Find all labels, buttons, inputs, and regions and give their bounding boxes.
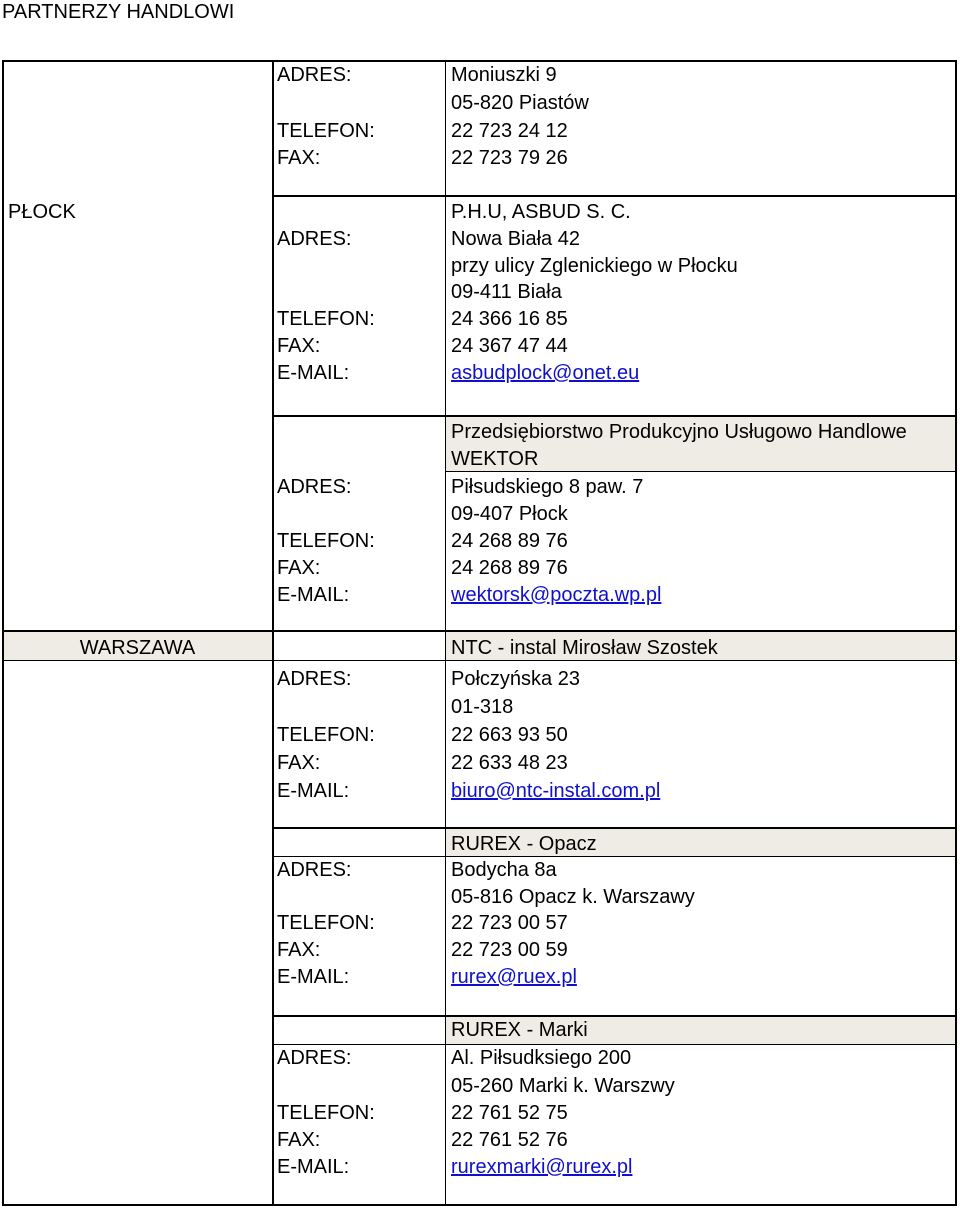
address-line: Piłsudskiego 8 paw. 7 bbox=[451, 476, 644, 498]
email-label: E-MAIL: bbox=[277, 1156, 350, 1178]
address-line: 05-816 Opacz k. Warszawy bbox=[451, 886, 695, 908]
fax-label: FAX: bbox=[277, 147, 321, 169]
address-line: 09-411 Biała bbox=[451, 281, 562, 303]
partner-name: WEKTOR bbox=[451, 448, 539, 470]
phone-label: TELEFON: bbox=[277, 530, 375, 552]
table-border-bottom bbox=[2, 1204, 957, 1206]
partner-name: RUREX - Opacz bbox=[451, 833, 597, 855]
email-label: E-MAIL: bbox=[277, 780, 350, 802]
name-band-line bbox=[272, 856, 957, 857]
row-divider bbox=[2, 630, 957, 632]
fax-label: FAX: bbox=[277, 557, 321, 579]
address-line: Al. Piłsudksiego 200 bbox=[451, 1047, 632, 1069]
address-line: przy ulicy Zglenickiego w Płocku bbox=[451, 255, 738, 277]
address-line: 05-820 Piastów bbox=[451, 92, 589, 114]
address-line: Połczyńska 23 bbox=[451, 668, 580, 690]
email-link[interactable]: asbudplock@onet.eu bbox=[451, 362, 640, 384]
address-label: ADRES: bbox=[277, 859, 352, 881]
phone-label: TELEFON: bbox=[277, 120, 375, 142]
address-line: Bodycha 8a bbox=[451, 859, 557, 881]
fax-label: FAX: bbox=[277, 752, 321, 774]
fax-label: FAX: bbox=[277, 939, 321, 961]
address-label: ADRES: bbox=[277, 1047, 352, 1069]
phone-label: TELEFON: bbox=[277, 308, 375, 330]
phone-label: TELEFON: bbox=[277, 1102, 375, 1124]
partner-name: P.H.U, ASBUD S. C. bbox=[451, 201, 631, 223]
phone-value: 24 366 16 85 bbox=[451, 308, 568, 330]
phone-value: 22 723 24 12 bbox=[451, 120, 568, 142]
fax-label: FAX: bbox=[277, 1129, 321, 1151]
address-line: Nowa Biała 42 bbox=[451, 228, 580, 250]
address-label: ADRES: bbox=[277, 668, 352, 690]
phone-value: 24 268 89 76 bbox=[451, 530, 568, 552]
address-label: ADRES: bbox=[277, 64, 352, 86]
column-divider-2 bbox=[445, 60, 446, 1206]
address-label: ADRES: bbox=[277, 228, 352, 250]
fax-value: 24 268 89 76 bbox=[451, 557, 568, 579]
email-label: E-MAIL: bbox=[277, 362, 350, 384]
name-band-line bbox=[445, 471, 955, 472]
email-label: E-MAIL: bbox=[277, 966, 350, 988]
email-link[interactable]: rurex@ruex.pl bbox=[451, 966, 577, 988]
phone-value: 22 761 52 75 bbox=[451, 1102, 568, 1124]
row-divider bbox=[272, 195, 957, 197]
phone-label: TELEFON: bbox=[277, 912, 375, 934]
fax-label: FAX: bbox=[277, 335, 321, 357]
partner-name: NTC - instal Mirosław Szostek bbox=[451, 637, 718, 659]
table-border-right bbox=[955, 60, 957, 1206]
city-label-plock: PŁOCK bbox=[8, 201, 76, 223]
email-link[interactable]: wektorsk@poczta.wp.pl bbox=[451, 584, 662, 606]
city-label-warszawa: WARSZAWA bbox=[79, 637, 196, 659]
fax-value: 24 367 47 44 bbox=[451, 335, 568, 357]
name-band-line bbox=[272, 1044, 957, 1045]
address-line: 09-407 Płock bbox=[451, 503, 568, 525]
row-divider bbox=[272, 1015, 957, 1017]
email-link[interactable]: biuro@ntc-instal.com.pl bbox=[451, 780, 661, 802]
address-line: 05-260 Marki k. Warszwy bbox=[451, 1075, 675, 1097]
fax-value: 22 761 52 76 bbox=[451, 1129, 568, 1151]
fax-value: 22 723 00 59 bbox=[451, 939, 568, 961]
fax-value: 22 723 79 26 bbox=[451, 147, 568, 169]
address-label: ADRES: bbox=[277, 476, 352, 498]
email-link[interactable]: rurexmarki@rurex.pl bbox=[451, 1156, 633, 1178]
address-line: Moniuszki 9 bbox=[451, 64, 557, 86]
fax-value: 22 633 48 23 bbox=[451, 752, 568, 774]
address-line: 01-318 bbox=[451, 696, 514, 718]
row-divider bbox=[272, 415, 957, 417]
email-label: E-MAIL: bbox=[277, 584, 350, 606]
table-border-left bbox=[2, 60, 4, 1206]
phone-value: 22 723 00 57 bbox=[451, 912, 568, 934]
row-divider bbox=[272, 827, 957, 829]
page-title: PARTNERZY HANDLOWI bbox=[2, 1, 235, 23]
partner-name: Przedsiębiorstwo Produkcyjno Usługowo Handlowe bbox=[451, 421, 907, 443]
column-divider-1 bbox=[272, 60, 274, 1206]
phone-label: TELEFON: bbox=[277, 724, 375, 746]
phone-value: 22 663 93 50 bbox=[451, 724, 568, 746]
table-border-top bbox=[2, 60, 957, 62]
name-band-line bbox=[2, 660, 957, 661]
partner-name: RUREX - Marki bbox=[451, 1019, 588, 1041]
